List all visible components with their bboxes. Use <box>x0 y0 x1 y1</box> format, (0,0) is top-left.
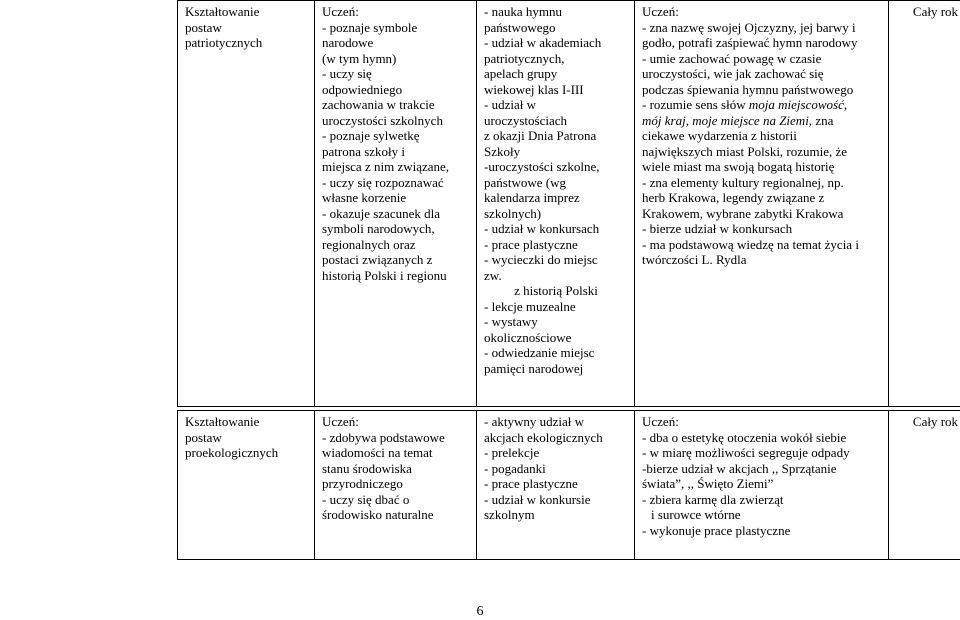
table-row <box>178 1 960 407</box>
text-line: patriotycznych, <box>484 51 628 67</box>
text-line: Uczeń: <box>322 414 470 430</box>
text-line: godło, potrafi zaśpiewać hymn narodowy <box>642 35 882 51</box>
text-line: akcjach ekologicznych <box>484 430 628 446</box>
text-line: szkolnym <box>484 507 628 523</box>
text-line: patrona szkoły i <box>322 144 470 160</box>
text-line: proekologicznych <box>185 445 308 461</box>
text-line: Uczeń: <box>322 4 470 20</box>
text-line: wiadomości na temat <box>322 445 470 461</box>
text-line: i surowce wtórne <box>642 507 882 523</box>
table-patriotic <box>177 0 960 407</box>
text-line: Uczeń: <box>642 4 882 20</box>
cell-timeframe <box>889 1 960 407</box>
text-line: - zna elementy kultury regionalnej, np. <box>642 175 882 191</box>
text-line: - udział w <box>484 97 628 113</box>
text-segment-italic: mój kraj, moje miejsce na Ziemi, <box>642 113 812 128</box>
text-line: - prace plastyczne <box>484 476 628 492</box>
text-line: - udział w konkursach <box>484 221 628 237</box>
text-line: - wycieczki do miejsc <box>484 252 628 268</box>
text-line: - odwiedzanie miejsc <box>484 345 628 361</box>
text-line: państwowego <box>484 20 628 36</box>
text-line: -uroczystości szkolne, <box>484 159 628 175</box>
text-line: - prace plastyczne <box>484 237 628 253</box>
text-line: szkolnych) <box>484 206 628 222</box>
text-line: - zna nazwę swojej Ojczyzny, jej barwy i <box>642 20 882 36</box>
text-line: - lekcje muzealne <box>484 299 628 315</box>
text-line: Uczeń: <box>642 414 882 430</box>
text-line: postaw <box>185 430 308 446</box>
text-line: wiekowej klas I-III <box>484 82 628 98</box>
text-line: - udział w akademiach <box>484 35 628 51</box>
text-line: - dba o estetykę otoczenia wokół siebie <box>642 430 882 446</box>
text-line: - poznaje symbole <box>322 20 470 36</box>
cell-timeframe <box>889 411 960 560</box>
text-line: środowisko naturalne <box>322 507 470 523</box>
text-line: Cały rok <box>896 4 960 20</box>
text-line: - bierze udział w konkursach <box>642 221 882 237</box>
cell-objectives <box>315 1 477 407</box>
text-line: postaci związanych z <box>322 252 470 268</box>
text-line: - umie zachować powagę w czasie <box>642 51 882 67</box>
text-line: największych miast Polski, rozumie, że <box>642 144 882 160</box>
text-line: uroczystościach <box>484 113 628 129</box>
text-line: Szkoły <box>484 144 628 160</box>
text-line: - zdobywa podstawowe <box>322 430 470 446</box>
text-line: -bierze udział w akcjach ,, Sprzątanie <box>642 461 882 477</box>
text-line: odpowiedniego <box>322 82 470 98</box>
text-line: - uczy się dbać o <box>322 492 470 508</box>
text-line: symboli narodowych, <box>322 221 470 237</box>
text-line: - w miarę możliwości segreguje odpady <box>642 445 882 461</box>
text-line: - pogadanki <box>484 461 628 477</box>
text-line: zw. <box>484 268 628 284</box>
text-line: narodowe <box>322 35 470 51</box>
text-line: przyrodniczego <box>322 476 470 492</box>
text-line: kalendarza imprez <box>484 190 628 206</box>
text-line: - wystawy <box>484 314 628 330</box>
text-line: - zbiera karmę dla zwierząt <box>642 492 882 508</box>
text-line: (w tym hymn) <box>322 51 470 67</box>
text-line: Krakowem, wybrane zabytki Krakowa <box>642 206 882 222</box>
text-segment: zna <box>812 113 833 128</box>
text-line: uroczystości, wie jak zachować się <box>642 66 882 82</box>
text-line: świata”, ,, Święto Ziemi” <box>642 476 882 492</box>
text-line: - uczy się rozpoznawać <box>322 175 470 191</box>
text-line: apelach grupy <box>484 66 628 82</box>
text-segment-italic: moja miejscowość, <box>749 97 847 112</box>
text-line: historią Polski i regionu <box>322 268 470 284</box>
text-line: z historią Polski <box>484 283 628 299</box>
text-line: stanu środowiska <box>322 461 470 477</box>
text-line: pamięci narodowej <box>484 361 628 377</box>
cell-area <box>178 411 315 560</box>
table-ecological <box>177 410 960 560</box>
text-line: własne korzenie <box>322 190 470 206</box>
cell-outcomes <box>635 411 889 560</box>
text-line: - wykonuje prace plastyczne <box>642 523 882 539</box>
text-line: - nauka hymnu <box>484 4 628 20</box>
text-line: Cały rok <box>896 414 960 430</box>
text-line: patriotycznych <box>185 35 308 51</box>
text-line: okolicznościowe <box>484 330 628 346</box>
cell-outcomes <box>635 1 889 407</box>
cell-area <box>178 1 315 407</box>
cell-objectives <box>315 411 477 560</box>
text-segment: - rozumie sens słów <box>642 97 749 112</box>
table-row <box>178 411 960 560</box>
text-line: - poznaje sylwetkę <box>322 128 470 144</box>
cell-activities <box>477 1 635 407</box>
text-line: podczas śpiewania hymnu państwowego <box>642 82 882 98</box>
text-line: - okazuje szacunek dla <box>322 206 470 222</box>
text-line: - ma podstawową wiedzę na temat życia i <box>642 237 882 253</box>
text-line: uroczystości szkolnych <box>322 113 470 129</box>
cell-activities <box>477 411 635 560</box>
text-line: - uczy się <box>322 66 470 82</box>
text-line: państwowe (wg <box>484 175 628 191</box>
text-line: Kształtowanie <box>185 414 308 430</box>
text-line: herb Krakowa, legendy związane z <box>642 190 882 206</box>
text-line <box>642 97 882 113</box>
text-line: postaw <box>185 20 308 36</box>
text-line <box>642 113 882 129</box>
text-line: miejsca z nim związane, <box>322 159 470 175</box>
text-line: - aktywny udział w <box>484 414 628 430</box>
text-line: Kształtowanie <box>185 4 308 20</box>
text-line: ciekawe wydarzenia z historii <box>642 128 882 144</box>
text-line: - udział w konkursie <box>484 492 628 508</box>
text-line: twórczości L. Rydla <box>642 252 882 268</box>
text-line: regionalnych oraz <box>322 237 470 253</box>
text-line: - prelekcje <box>484 445 628 461</box>
text-line: z okazji Dnia Patrona <box>484 128 628 144</box>
page-number: 6 <box>0 604 960 620</box>
text-line: wiele miast ma swoją bogatą historię <box>642 159 882 175</box>
text-line: zachowania w trakcie <box>322 97 470 113</box>
